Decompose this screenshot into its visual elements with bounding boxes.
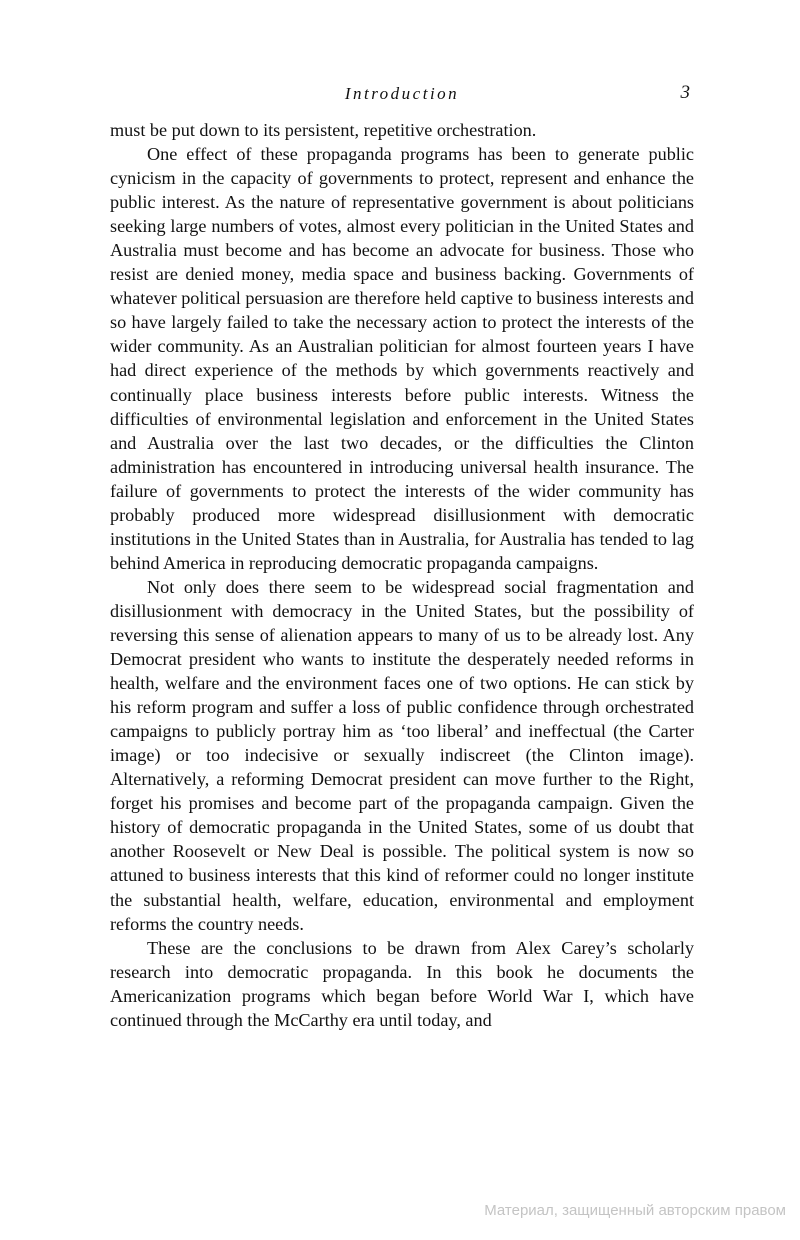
paragraph: Not only does there seem to be widespread social fragmentation and disillusionment with democracy in the United States, but the possibility of reversing this sense of alienation appears to many of us to be already lost. Any Democrat president who wants to institute the desperately needed reforms in health, welfare and the environment faces one of two options. He can stick by his reform program and suffer a loss of public confidence through orchestrated campaigns to publicly portray him as ‘too liberal’ and ineffectual (the Carter image) or too indecisive or sexually indiscreet (the Clinton image). Alternatively, a reforming Democrat president can move further to the Right, forget his promises and become part of the propaganda campaign. Given the history of democratic propaganda in the United States, some of us doubt that another Roosevelt or New Deal is possible. The political system is now so attuned to business interests that this kind of reformer could no longer institute the substantial health, welfare, education, environmental and employment reforms the country needs.: [110, 576, 694, 934]
paragraph: One effect of these propaganda programs has been to generate public cynicism in the capacity of governments to protect, represent and enhance the public interest. As the nature of representative government is about politicians seeking large numbers of votes, almost every politician in the United States and Australia must become and has become an advocate for business. Those who resist are denied money, media space and business backing. Governments of whatever political persuasion are therefore held captive to business interests and so have largely failed to take the necessary action to protect the interests of the wider community. As an Australian politician for almost fourteen years I have had direct experience of the methods by which governments reactively and continually place business interests before public interests. Witness the difficulties of environmental legislation and enforcement in the United States and Australia over the last two decades, or the difficulties the Clinton administration has encountered in introducing universal health insurance. The failure of governments to protect the interests of the wider community has probably produced more widespread disillusionment with democratic institutions in the United States than in Australia, for Australia has tended to lag behind America in reproducing democratic propaganda campaigns.: [110, 144, 694, 573]
running-title: Introduction: [344, 84, 460, 103]
body-text: [110, 118, 694, 1032]
copyright-watermark: Материал, защищенный авторским правом: [484, 1202, 786, 1219]
paragraph-continuation: must be put down to its persistent, repetitive orchestration.: [110, 120, 537, 140]
page-header: [110, 82, 694, 108]
page-number: 3: [680, 82, 690, 103]
paragraph: These are the conclusions to be drawn from Alex Carey’s scholarly research into democratic propaganda. In this book he documents the Americanization programs which began before World War I, which have continued through the McCarthy era until today, and: [110, 937, 694, 1030]
